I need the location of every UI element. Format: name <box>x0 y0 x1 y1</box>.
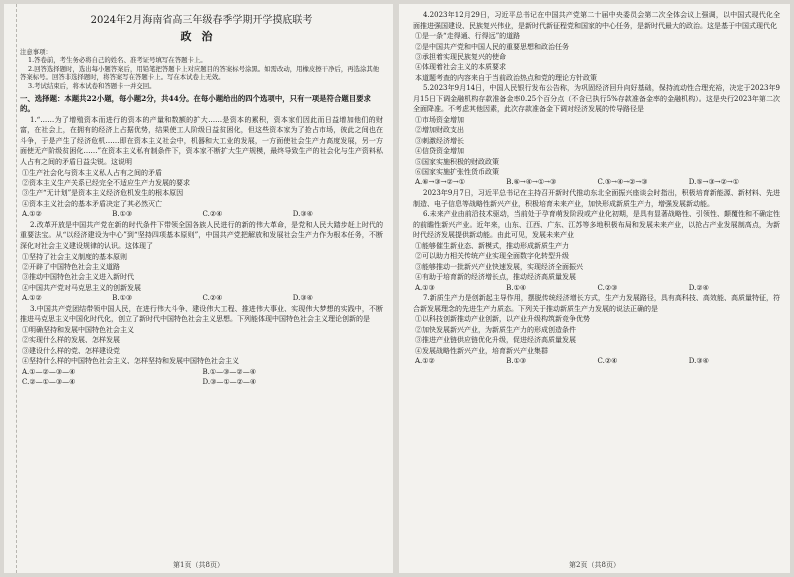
section-heading: 一、选择题：本题共22小题，每小题2分，共44分。在每小题给出的四个选项中，只有一项是符合题目要求的。 <box>20 94 371 113</box>
statement: ④坚持什么样的中国特色社会主义、怎样坚持和发展中国特色社会主义 <box>22 357 239 366</box>
statement: ③建设什么样的党、怎样建设党 <box>22 346 120 355</box>
statement: ①以科技创新推动产业创新，以产业升级构筑新竞争优势 <box>415 315 590 324</box>
option-b: B.①③ <box>112 210 133 219</box>
answer-options <box>413 177 780 188</box>
question-7 <box>413 293 780 366</box>
option-c: C.②④ <box>202 210 223 219</box>
option-d: D.⑤→③→②→① <box>688 178 740 187</box>
exam-title: 2024年2月海南省高三年级春季学期开学摸底联考 <box>90 15 313 26</box>
option-d: D.③④ <box>292 294 313 303</box>
notice-item: 1.答卷前，考生务必将自己的姓名、准考证号填写在答题卡上。 <box>28 56 207 64</box>
option-d: D.③④ <box>688 357 709 366</box>
statement: ④体现着社会主义的本质要求 <box>415 63 506 72</box>
question-3 <box>20 304 383 388</box>
statement: ④资本主义社会的基本矛盾决定了其必然灭亡 <box>22 199 162 208</box>
statement: ②实现什么样的发展、怎样发展 <box>22 336 120 345</box>
statement: ①能够催生新业态、新模式，推动形成新质生产力 <box>415 242 569 250</box>
question-stem: 1.“……为了增殖资本而进行的资本的产量和数额的扩大……是资本的累积，资本家们因此而日益增加他们的财富，在社会上，在拥有的经济上占据优势，结果使工人阶级日益贫困化，但这些资本家为了抢占市场，彼此之间也在斗争，于是产生了经济危机……即在资本主义社会中，机器和大工业的发展，一方面使社会生产力高度发展，另一方面使无产阶级贫困化……”在资本主义私有制条件下，资本家不断扩大生产规模，最终导致生产的社会化与生产资料私人占有之间的矛盾日益尖锐。这说明 <box>20 115 383 166</box>
answer-options <box>413 356 780 367</box>
statement: ⑥国家实施扩张性货币政策 <box>415 168 499 177</box>
option-b: B.①④ <box>506 283 527 292</box>
statement: ③承担着实现民族复兴的使命 <box>415 53 506 61</box>
option-a: A.①② <box>22 210 42 219</box>
statement: ④信贷资金增加 <box>415 147 464 156</box>
page-2 <box>399 4 790 573</box>
material-note: 2023年9月7日，习近平总书记在主持召开新时代推动东北全面振兴座谈会时指出，积极培育新能源、新材料、先进制造、电子信息等战略性新兴产业，积极培育未来产业，加快形成新质生产力，增强发展新动能。 <box>413 189 780 208</box>
option-a: A.⑥→③→②→① <box>415 178 465 187</box>
question-stem: 3.中国共产党团结带领中国人民，在进行伟大斗争、建设伟大工程、推进伟大事业、实现伟大梦想的实践中，不断推进马克思主义中国化时代化，创立了新时代中国特色社会主义思想。下列能体现中国特色社会主义理论创新的是 <box>20 304 383 324</box>
answer-options <box>20 367 383 378</box>
page-footer: 第2页（共8页） <box>569 561 620 569</box>
statement: ⑤国家实施积极的财政政策 <box>415 157 499 166</box>
statement: ②可以助力相关传统产业实现全面数字化转型升级 <box>415 252 569 261</box>
question-stem: 4.2023年12月29日，习近平总书记在中国共产党第二十届中央委员会第二次全体会议上强调，以中国式现代化全面推进强国建设、民族复兴伟业，是新时代新征程党和国家的中心任务，是新时代最大的政治。这是基于中国式现代化 <box>413 11 780 30</box>
question-5 <box>413 83 780 209</box>
statement: ④中国共产党对马克思主义的创新发展 <box>22 283 141 292</box>
option-b: B.⑥→④→①→③ <box>506 178 557 187</box>
option-b: B.①③ <box>506 357 527 366</box>
notice-heading: 注意事项： <box>20 48 52 56</box>
answer-options <box>413 283 780 294</box>
page-footer: 第1页（共8页） <box>173 561 224 569</box>
option-d: D.③—①—②—④ <box>202 378 257 387</box>
option-b: B.①—③—②—④ <box>202 367 256 376</box>
answer-options <box>20 377 383 388</box>
statement: ④发展战略性新兴产业，培育新兴产业集群 <box>415 346 548 355</box>
statement: ①坚持了社会主义制度的基本原则 <box>22 252 127 261</box>
question-stem: 2.改革开放是中国共产党在新的时代条件下带领全国各族人民进行的新的伟大革命，是党和人民大踏步赶上时代的重要法宝。从“以经济建设为中心”到“坚持四项基本原则”，中国共产党把解放和发展社会生产力作为根本任务，不断深化对社会主义建设规律的认识。这体现了 <box>20 220 383 250</box>
statement: ②是中国共产党和中国人民的重要思想和政治任务 <box>415 42 569 51</box>
statement: ③刺激经济增长 <box>415 136 464 145</box>
option-a: A.①③ <box>415 283 435 292</box>
question-stem: 6.未来产业由前沿技术驱动，当前处于孕育萌发阶段或产业化初期，是具有显著战略性、引领性、颠覆性和不确定性的前瞻性新兴产业。近年来，山东、江西、广东、江苏等多地积极布局和发展未来产业，以抢占产业发展制高点，为新时代经济发展提供新动能。由此可见，发展未来产业 <box>413 210 780 240</box>
option-c: C.②④ <box>597 357 618 366</box>
statement: ②开辟了中国特色社会主义道路 <box>22 262 120 271</box>
statement: ①市场资金增加 <box>415 116 464 124</box>
answer-options <box>20 293 383 304</box>
statement: ③推动中国特色社会主义进入新时代 <box>22 273 134 282</box>
option-c: C.②③ <box>597 283 618 292</box>
statement: ①明确坚持和发展中国特色社会主义 <box>22 325 134 334</box>
question-6 <box>413 209 780 293</box>
statement: ②增加财政支出 <box>415 126 464 135</box>
notice-list <box>20 56 383 90</box>
statement: ③生产“无计划”是资本主义经济危机发生的根本原因 <box>22 189 184 198</box>
answer-options <box>20 209 383 220</box>
binding-line <box>8 4 17 573</box>
subject-title: 政治 <box>180 30 223 43</box>
statement: ③推进产业链供应链优化升级，促进经济高质量发展 <box>415 336 576 345</box>
question-stem: 5.2023年9月14日，中国人民银行发布公告称，为巩固经济回升向好基础，保持流动性合理充裕，决定于2023年9月15日下调金融机构存款准备金率0.25个百分点（不含已执行5%存款准备金率的金融机构）。这是央行2023年第二次全面降准。不考虑其他因素，此次存款准备金下调对经济发展的传导路径是 <box>413 84 780 114</box>
question-stem: 7.新质生产力是创新起主导作用，摆脱传统经济增长方式，生产力发展路径，具有高科技、高效能、高质量特征，符合新发展理念的先进生产力质态。下列关于推动新质生产力发展的说法正确的是 <box>413 294 780 313</box>
option-a: A.①② <box>22 294 42 303</box>
question-tail: 本道题考查的内容来自于当前政治热点和党的理论方针政策 <box>415 73 597 82</box>
option-a: A.①② <box>415 357 435 366</box>
question-4 <box>413 10 780 83</box>
notice-item: 2.回答选择题时，选出每小题答案后，用铅笔把答题卡上对应题目的答案标号涂黑。如需改动，用橡皮擦干净后，再选涂其他答案标号。回答非选择题时，将答案写在答题卡上。写在本试卷上无效。 <box>20 64 380 82</box>
statement: ③能够推动一批新兴产业快速发展，实现经济全面振兴 <box>415 262 583 271</box>
question-1 <box>20 115 383 220</box>
statement: ②资本主义生产关系已经完全不适应生产力发展的要求 <box>22 178 190 187</box>
statement: ②加快发展新兴产业，为新质生产力的形成创造条件 <box>415 325 576 334</box>
statement: ④有助于培育新的经济增长点，推动经济高质量发展 <box>415 273 576 282</box>
notice-item: 3.考试结束后，将本试卷和答题卡一并交回。 <box>28 81 156 90</box>
option-c: C.⑤→④→②→③ <box>597 178 648 187</box>
option-c: C.②—①—③—④ <box>22 378 76 387</box>
question-2 <box>20 220 383 304</box>
option-b: B.①③ <box>112 294 133 303</box>
statement: ①是一条“走得通、行得远”的道路 <box>415 32 521 41</box>
option-c: C.②④ <box>202 294 223 303</box>
option-d: D.③④ <box>292 210 313 219</box>
page-1 <box>4 4 393 573</box>
option-a: A.①—②—③—④ <box>22 367 76 376</box>
statement: ①生产社会化与资本主义私人占有之间的矛盾 <box>22 168 162 177</box>
option-d: D.②④ <box>688 283 709 292</box>
